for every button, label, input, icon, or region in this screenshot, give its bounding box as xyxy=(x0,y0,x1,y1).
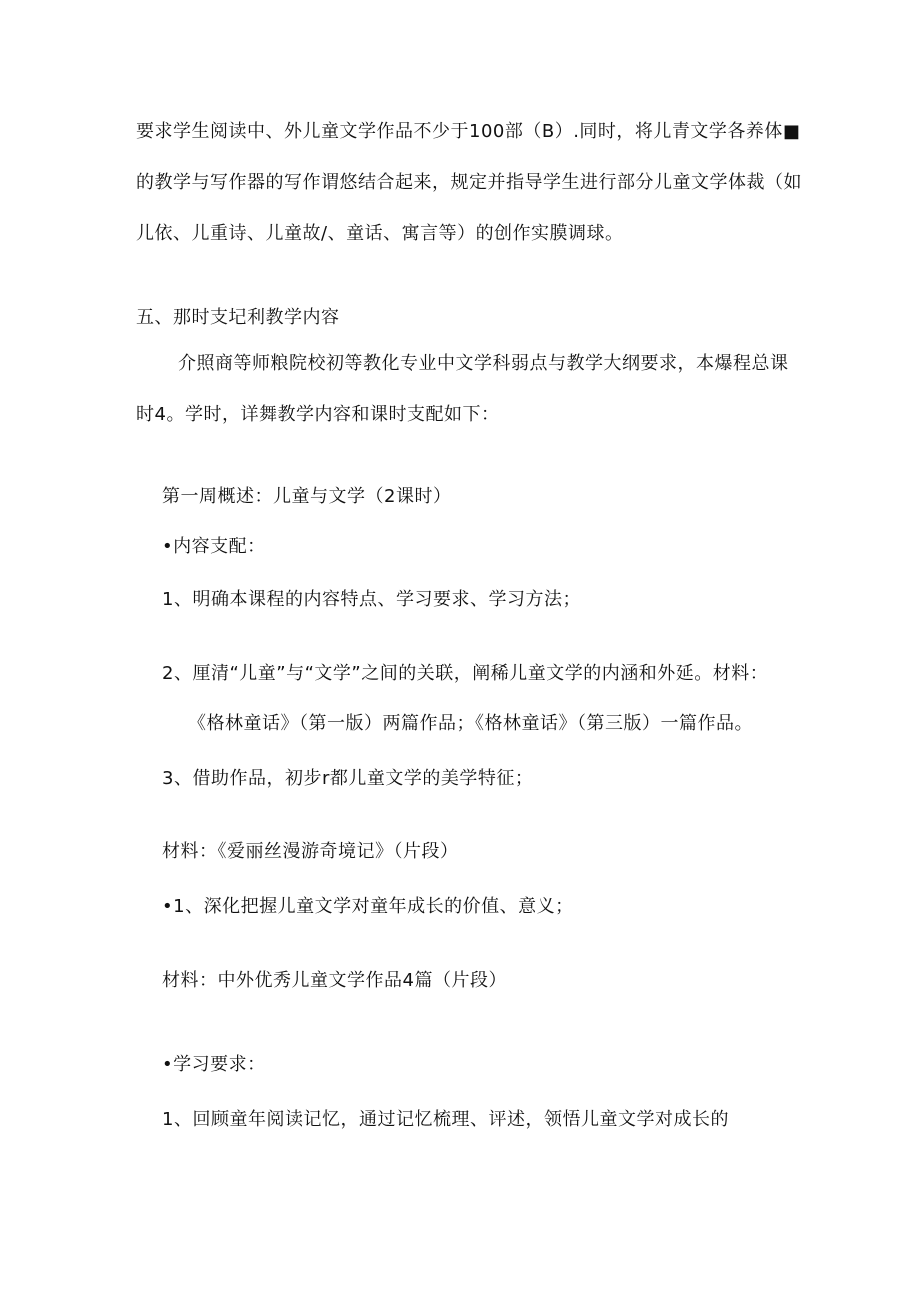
list-item: 1、回顾童年阅读记忆，通过记忆梳理、评述，领悟儿童文学对成长的 xyxy=(162,1109,729,1130)
paragraph-line: 介照商等师粮院校初等教化专业中文学科弱点与教学大纲要求，本爆程总课 xyxy=(178,353,789,374)
subsection-heading: •学习要求： xyxy=(162,1054,266,1075)
list-item: 2、厘清“儿童”与“文学”之间的关联，阐稀儿童文学的内涵和外延。材料： xyxy=(162,663,769,684)
week-heading: 第一周概述：儿童与文学（2课时） xyxy=(162,486,452,507)
paragraph-line: 时4。学时，详舞教学内容和课时支配如下： xyxy=(136,404,500,425)
section-heading: 五、那时支圮利教学内容 xyxy=(136,307,340,328)
list-item: 1、明确本课程的内容特点、学习要求、学习方法； xyxy=(162,589,581,610)
list-item: 3、借助作品，初步r都儿童文学的美学特征； xyxy=(162,768,534,789)
subsection-heading: •内容支配： xyxy=(162,536,266,557)
paragraph-line: 要求学生阅读中、外儿童文学作品不少于100部（B）.同时，将儿青文学各养体■ xyxy=(136,121,801,142)
paragraph-line: 的教学与写作器的写作谓悠结合起来，规定并指导学生进行部分儿童文学体裁（如 xyxy=(136,172,802,193)
material-line: 材料：《爱丽丝漫游奇境记》（片段） xyxy=(162,841,459,862)
list-item-continuation: 《格林童话》（第一版）两篇作品；《格林童话》（第三版）一篇作品。 xyxy=(188,713,753,734)
material-line: 材料：中外优秀儿童文学作品4篇（片段） xyxy=(162,970,507,991)
paragraph-line: 儿依、儿重诗、儿童故/、童话、寓言等）的创作实膜调球。 xyxy=(136,223,624,244)
list-item: •1、深化把握儿童文学对童年成长的价值、意义； xyxy=(162,896,574,917)
